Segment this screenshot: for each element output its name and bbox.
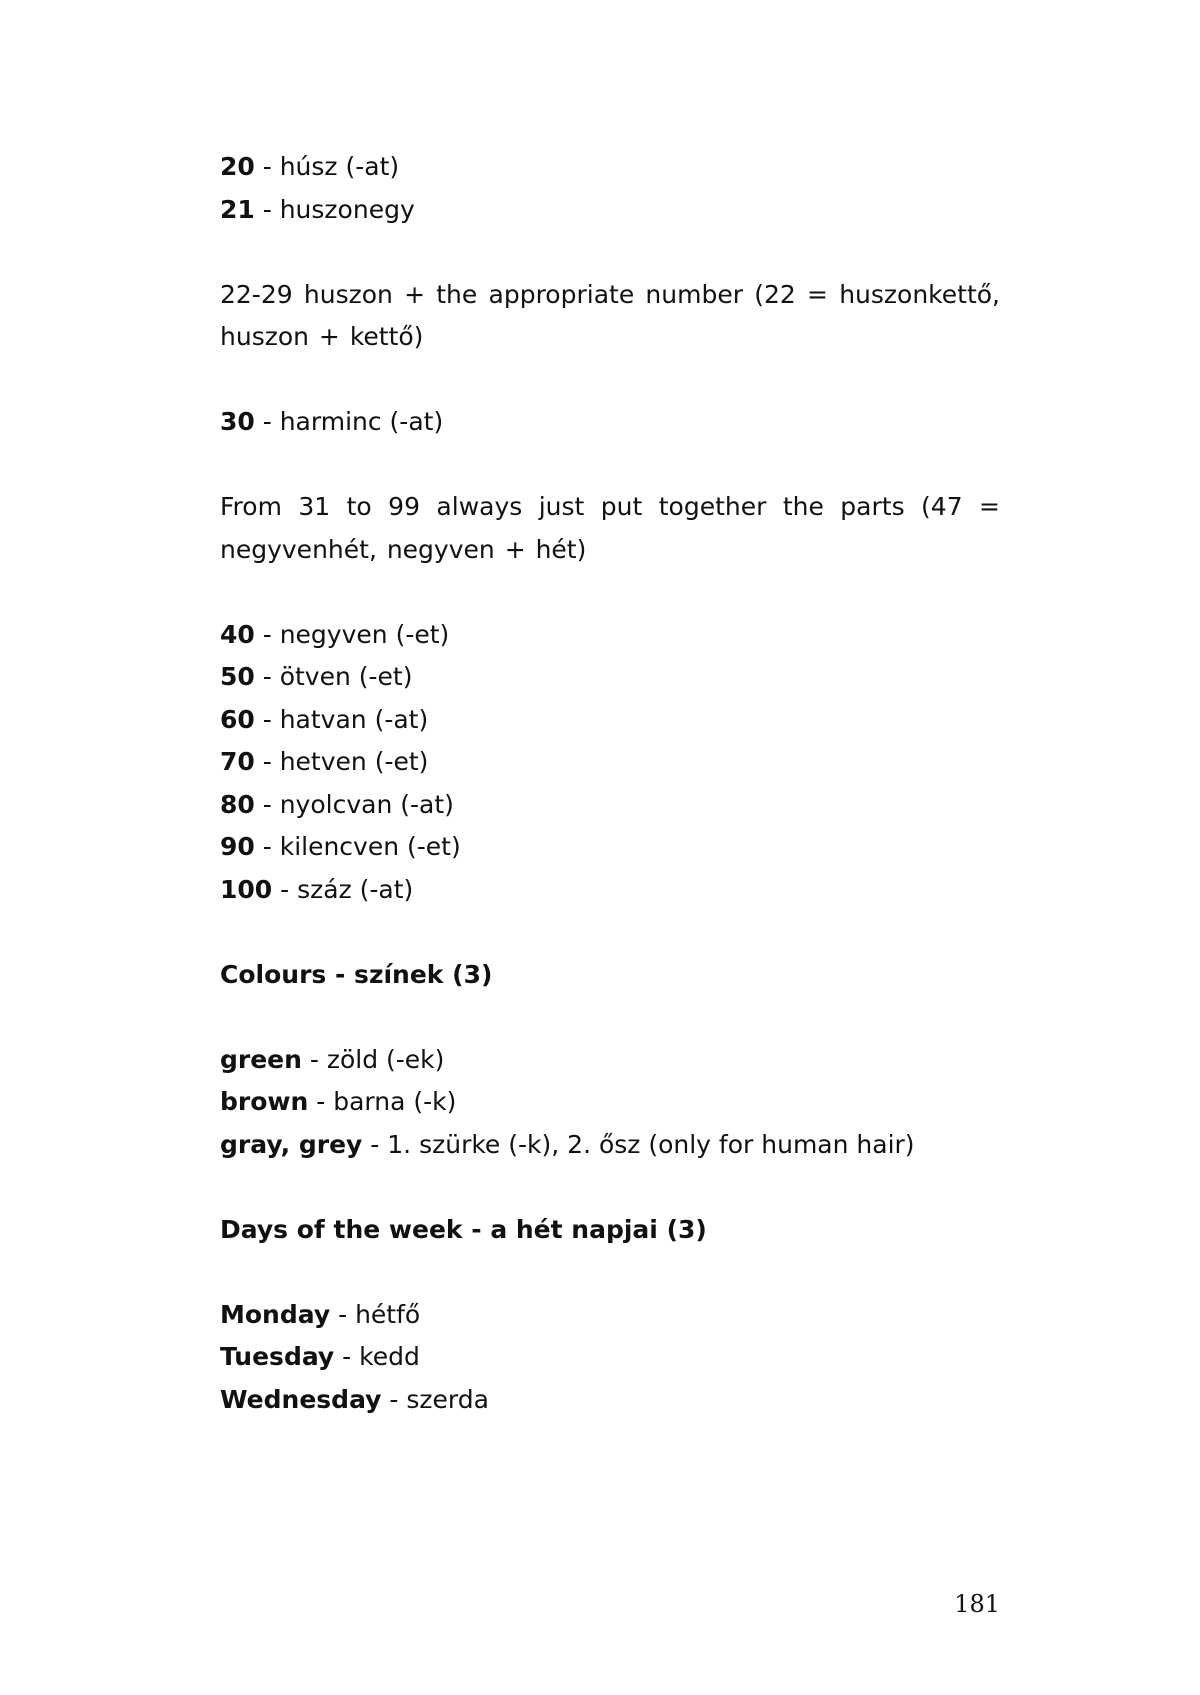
spacer bbox=[220, 1251, 1000, 1294]
vocab-translation: - zöld (-ek) bbox=[301, 1044, 445, 1074]
number-label: 60 bbox=[220, 704, 255, 734]
number-entry-70 bbox=[220, 741, 1000, 784]
colour-entry-green bbox=[220, 1039, 1000, 1082]
vocab-term: gray, grey bbox=[220, 1129, 363, 1159]
number-translation: - hatvan (-at) bbox=[254, 704, 429, 734]
number-translation: - száz (-at) bbox=[272, 874, 414, 904]
paragraph-31-99: From 31 to 99 always just put together the parts (47 = negyvenhét, negyven + hét) bbox=[220, 492, 1000, 564]
number-entry-100 bbox=[220, 869, 1000, 912]
number-entry-40 bbox=[220, 614, 1000, 657]
number-entry-80 bbox=[220, 784, 1000, 827]
section-heading-colours: Colours - színek (3) bbox=[220, 959, 493, 989]
number-entry-50 bbox=[220, 656, 1000, 699]
spacer bbox=[220, 359, 1000, 402]
vocab-translation: - kedd bbox=[334, 1342, 420, 1371]
number-label: 21 bbox=[220, 194, 255, 224]
vocab-translation: - hétfő bbox=[330, 1299, 421, 1329]
number-entry-21 bbox=[220, 189, 1000, 232]
number-translation: - kilencven (-et) bbox=[254, 832, 461, 861]
spacer bbox=[220, 911, 1000, 954]
section-heading-days: Days of the week - a hét napjai (3) bbox=[220, 1214, 707, 1244]
number-translation: - húsz (-at) bbox=[254, 152, 400, 181]
number-label: 30 bbox=[220, 407, 255, 436]
vocab-term: Monday bbox=[220, 1299, 331, 1329]
page-content bbox=[220, 146, 1000, 1421]
vocab-term: green bbox=[220, 1044, 302, 1074]
spacer bbox=[220, 444, 1000, 487]
number-label: 90 bbox=[220, 832, 255, 861]
number-entry-90 bbox=[220, 826, 1000, 869]
number-label: 100 bbox=[220, 874, 273, 904]
number-translation: - huszonegy bbox=[254, 194, 415, 224]
spacer bbox=[220, 996, 1000, 1039]
day-entry-wednesday bbox=[220, 1379, 1000, 1422]
day-entry-monday bbox=[220, 1294, 1000, 1337]
vocab-translation: - barna (-k) bbox=[308, 1087, 457, 1116]
number-label: 50 bbox=[220, 662, 255, 691]
number-translation: - ötven (-et) bbox=[254, 662, 413, 691]
number-entry-30 bbox=[220, 401, 1000, 444]
colour-entry-gray bbox=[220, 1124, 1000, 1167]
vocab-term: Tuesday bbox=[220, 1342, 335, 1371]
number-entry-60 bbox=[220, 699, 1000, 742]
day-entry-tuesday bbox=[220, 1336, 1000, 1379]
number-entry-20 bbox=[220, 146, 1000, 189]
number-translation: - nyolcvan (-at) bbox=[254, 789, 454, 819]
vocab-term: brown bbox=[220, 1087, 309, 1116]
vocab-translation: - 1. szürke (-k), 2. ősz (only for human hair) bbox=[362, 1129, 915, 1159]
number-translation: - harminc (-at) bbox=[254, 407, 444, 436]
number-label: 70 bbox=[220, 747, 255, 776]
number-translation: - negyven (-et) bbox=[254, 619, 450, 649]
number-label: 20 bbox=[220, 152, 255, 181]
spacer bbox=[220, 571, 1000, 614]
number-translation: - hetven (-et) bbox=[254, 747, 429, 776]
paragraph-22-29: 22-29 huszon + the appropriate number (22 = huszonkettő, huszon + kettő) bbox=[220, 279, 1000, 351]
colour-entry-brown bbox=[220, 1081, 1000, 1124]
number-label: 80 bbox=[220, 789, 255, 819]
vocab-translation: - szerda bbox=[381, 1384, 489, 1414]
spacer bbox=[220, 231, 1000, 274]
number-label: 40 bbox=[220, 619, 255, 649]
spacer bbox=[220, 1166, 1000, 1209]
vocab-term: Wednesday bbox=[220, 1384, 382, 1414]
page-number: 181 bbox=[954, 1590, 1000, 1618]
